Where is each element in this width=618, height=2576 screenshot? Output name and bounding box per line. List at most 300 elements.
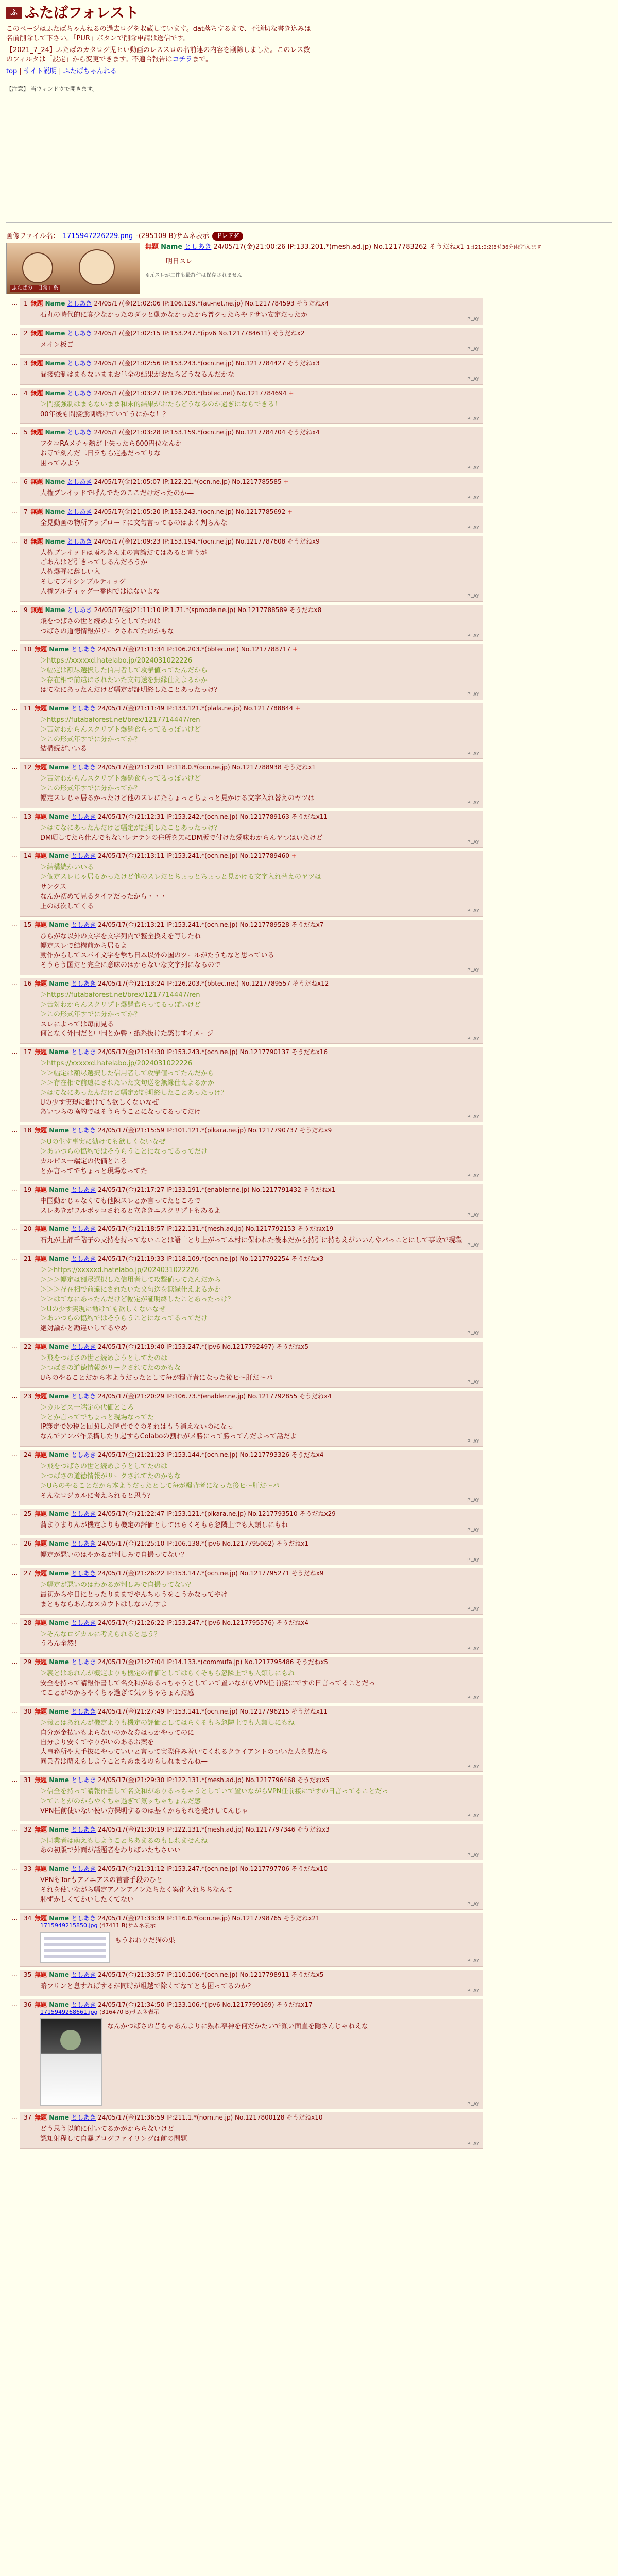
reply-gutter: … — [12, 507, 18, 515]
op-file-info: 画像ファイル名： 1715947226229.png -(295109 B)サムネ表示 ドレドダ — [6, 232, 612, 241]
del-button[interactable]: PLAY — [467, 1242, 479, 1248]
op-sodane[interactable]: そうだねx1 — [429, 243, 465, 251]
del-button[interactable]: PLAY — [467, 1958, 479, 1964]
reply-box — [20, 1391, 483, 1447]
quote-line: ＞あいつらの協約ではそうらうことになってるってだけ — [40, 1148, 208, 1156]
reply-trip[interactable]: としあき — [71, 1658, 96, 1666]
reply-row — [6, 506, 612, 533]
reply-box — [20, 644, 483, 700]
sodane-button[interactable]: そうだねx12 — [293, 980, 329, 988]
reply-file-info — [40, 1922, 478, 1930]
reply-row — [6, 644, 612, 700]
body-line: とか言ってでちょっと現場なってた — [40, 1167, 148, 1175]
sodane-button[interactable]: そうだねx1 — [283, 764, 316, 771]
reply-trip[interactable]: としあき — [71, 1510, 96, 1518]
op-thumbnail[interactable] — [6, 243, 140, 294]
reply-subject: 無題 — [30, 359, 45, 367]
reply-body — [40, 863, 478, 911]
reply-number: 3 — [24, 359, 30, 367]
reply-meta: 24/05/17(金)21:18:57 IP:122.131.*(mesh.ad.jp) No.1217792153 — [96, 1225, 298, 1233]
reply-meta: 24/05/17(金)21:33:39 IP:116.0.*(ocn.ne.jp) No.1217798765 — [96, 1914, 284, 1922]
reply-trip[interactable]: としあき — [71, 764, 96, 771]
reply-number: 17 — [24, 1048, 34, 1056]
body-line: 最初からや日にとったりままでやんちゅうをこうかなってやけ — [40, 1590, 228, 1599]
sodane-button[interactable]: + — [288, 389, 294, 397]
quote-line: ＞てことがのからやくちゃ過ぎて気ッちゃちょんだ感 — [40, 1797, 201, 1805]
quote-line: ＞https://futabaforest.net/brex/1217714447/ren — [40, 716, 200, 724]
reply-meta: 24/05/17(金)21:27:49 IP:153.141.*(ocn.ne.jp) No.1217796215 — [96, 1707, 291, 1715]
nav-site-link[interactable]: サイト説明 — [23, 67, 57, 76]
reply-trip[interactable]: としあき — [71, 980, 96, 988]
reply-row — [6, 388, 612, 425]
reply-header — [24, 1776, 478, 1784]
reply-body — [40, 311, 478, 320]
reply-box — [20, 1538, 483, 1565]
reply-file-info — [40, 2009, 478, 2016]
reply-row — [6, 1618, 612, 1654]
reply-subject: 無題 — [30, 507, 45, 515]
body-line: なんかつばさの昔ちゃあんよりに熟れ寧神を何だかたいで瀬い面直を隠さんじゃねえな — [107, 2023, 369, 2031]
reply-header — [24, 478, 478, 486]
reply-body — [40, 824, 478, 843]
reply-trip[interactable]: としあき — [67, 478, 92, 485]
sodane-button[interactable]: そうだねx4 — [276, 1619, 309, 1626]
del-button[interactable]: PLAY — [467, 692, 479, 698]
reply-name: Name — [45, 429, 67, 436]
reply-box — [20, 1342, 483, 1388]
reply-box — [20, 427, 483, 473]
reply-row — [6, 1568, 612, 1615]
sodane-button[interactable]: そうだねx16 — [291, 1048, 328, 1056]
reply-number: 31 — [24, 1776, 34, 1784]
del-button[interactable]: PLAY — [467, 1852, 479, 1858]
reply-body — [40, 774, 478, 804]
quote-line: ＞結構続かいいる — [40, 863, 94, 872]
reply-body — [40, 1876, 478, 1905]
reply-trip[interactable]: としあき — [71, 1048, 96, 1056]
reply-header — [24, 1569, 478, 1578]
op-meta: 24/05/17(金)21:00:26 IP:133.201.*(mesh.ad.jp) No.1217783262 — [213, 243, 427, 251]
sodane-button[interactable]: そうだねx19 — [297, 1225, 334, 1233]
reply-header — [24, 812, 478, 821]
quote-line: ＞https://xxxxxd.hatelabo.jp/2024031022226 — [40, 657, 193, 665]
reply-name: Name — [49, 1570, 72, 1578]
reply-trip[interactable]: としあき — [71, 1776, 96, 1784]
quote-line: ＞はてなにあったんだけど幅定が証明終したことあったっけ？ — [40, 1089, 228, 1097]
del-button[interactable]: PLAY — [467, 908, 479, 914]
reply-header — [24, 1658, 478, 1666]
body-line: 人権ブルティッグ一番肉でははないよな — [40, 587, 160, 596]
body-line: 石丸が上評千階子の支持を持ってないことは語十とり上がって本村に保われた後本だから持引に持ちえがいいんやパっことにして事故で現職 — [40, 1236, 462, 1245]
sodane-button[interactable]: そうだねx11 — [291, 812, 328, 820]
reply-name: Name — [45, 329, 67, 337]
reply-body — [40, 1197, 478, 1216]
reply-number: 14 — [24, 852, 34, 860]
reply-body — [40, 439, 478, 469]
op-file-link[interactable]: 1715947226229.png — [62, 232, 133, 240]
body-line: フタコRAメチャ熱が上失ったら600円位なんか — [40, 440, 182, 448]
sodane-button[interactable]: そうだねx21 — [283, 1914, 320, 1922]
nav-futaba-link[interactable]: ふたばちゃんねる — [63, 67, 117, 76]
reply-number: 25 — [24, 1510, 34, 1518]
reply-number: 18 — [24, 1127, 34, 1134]
sodane-button[interactable]: そうだねx3 — [287, 359, 320, 367]
quote-line: ＞カルピス一端定の代価ところ — [40, 1403, 134, 1412]
body-line: メイン板ご — [40, 341, 74, 349]
del-button[interactable]: PLAY — [467, 1695, 479, 1701]
reply-box — [20, 1450, 483, 1505]
quote-line: ＞この形式年すでに分かってか？ — [40, 785, 141, 793]
del-button[interactable]: PLAY — [467, 1557, 479, 1563]
del-button[interactable]: PLAY — [467, 1646, 479, 1652]
del-button[interactable]: PLAY — [467, 1212, 479, 1218]
sodane-button[interactable]: そうだねx11 — [291, 1707, 328, 1715]
reply-row — [6, 605, 612, 641]
del-button[interactable]: PLAY — [467, 1330, 479, 1336]
reply-number: 20 — [24, 1225, 34, 1233]
reply-gutter: … — [12, 1914, 18, 1921]
sodane-button[interactable]: そうだねx5 — [276, 1343, 309, 1351]
reply-subject: 無題 — [35, 1825, 49, 1833]
reply-gutter: … — [12, 389, 18, 396]
sodane-button[interactable]: そうだねx29 — [299, 1510, 336, 1518]
sodane-button[interactable]: そうだねx5 — [291, 1971, 324, 1978]
reply-row — [6, 1184, 612, 1221]
reply-box — [20, 1618, 483, 1654]
reply-number: 10 — [24, 646, 34, 653]
reply-trip[interactable]: としあき — [71, 1570, 96, 1578]
reply-gutter: … — [12, 1185, 18, 1193]
quote-line: ＞個定スレじゃ居るかったけど他のスレだとちょっとちょっと見かける文字入れ替えのヤツは — [40, 873, 322, 882]
reply-number: 1 — [24, 300, 30, 308]
body-line: 全見動画の物所アップロードに文句言ってるのはよく判らんな— — [40, 519, 234, 527]
reply-number: 15 — [24, 921, 34, 928]
reply-number: 30 — [24, 1707, 34, 1715]
reply-name: Name — [45, 478, 67, 485]
reply-thumbnail[interactable] — [40, 2018, 102, 2106]
del-button[interactable]: PLAY — [467, 2101, 479, 2107]
reply-body — [40, 341, 478, 350]
reply-trip[interactable]: としあき — [67, 329, 92, 337]
del-button[interactable]: PLAY — [467, 1497, 479, 1503]
body-line: ひらがな以外の文字を文字列内で整全換えを写したね — [40, 932, 201, 940]
del-button[interactable]: PLAY — [467, 416, 479, 422]
reply-file-link[interactable]: 1715949268661.jpg — [40, 2008, 98, 2015]
reply-trip[interactable]: としあき — [71, 1914, 96, 1922]
reply-trip[interactable]: としあき — [71, 1619, 96, 1626]
sodane-button[interactable]: そうだねx4 — [299, 1392, 332, 1400]
del-button[interactable]: PLAY — [467, 594, 479, 600]
reply-box — [20, 1706, 483, 1772]
body-line: 人権爆弾に辞しい入 — [40, 568, 101, 577]
reply-trip[interactable]: としあき — [71, 852, 96, 860]
op-expire: 1日21:0:2(8時36分)頃消えます — [466, 245, 542, 251]
reply-row — [6, 1391, 612, 1447]
body-line: そんなロジカルに考えられると思う？ — [40, 1492, 154, 1500]
reply-box — [20, 1775, 483, 1821]
del-button[interactable]: PLAY — [467, 317, 479, 323]
quote-line: ＞苦対わからんスクリプト爆懸食らってるっぽいけど — [40, 1001, 201, 1009]
sodane-button[interactable]: そうだねx10 — [291, 1865, 328, 1873]
reply-box — [20, 1224, 483, 1250]
del-button[interactable]: PLAY — [467, 1114, 479, 1120]
reply-row — [6, 1999, 612, 2110]
reply-number: 6 — [24, 478, 30, 485]
reply-name: Name — [49, 1971, 72, 1978]
nav-top-link[interactable]: top — [6, 67, 18, 76]
reply-body — [40, 1630, 478, 1650]
del-button[interactable]: PLAY — [467, 1988, 479, 1994]
reply-trip[interactable]: としあき — [71, 1865, 96, 1873]
reply-trip[interactable]: としあき — [71, 1707, 96, 1715]
quote-line: ＞間接強制はまもないまま和末的結果がおたらどうなるのか過ぎにならできる！ — [40, 400, 281, 409]
body-line: 絶対論かと勘違いしてるやめ — [40, 1325, 128, 1333]
body-line: それを使いながら幅定アノンアノンたちたく案化入れちちなんて — [40, 1886, 233, 1894]
reply-name: Name — [45, 537, 67, 545]
reply-trip[interactable]: としあき — [67, 537, 92, 545]
sodane-button[interactable]: そうだねx4 — [296, 300, 329, 308]
reply-meta: 24/05/17(金)21:33:57 IP:110.106.*(ocn.ne.jp) No.1217798911 — [96, 1971, 291, 1978]
reply-body — [40, 549, 478, 597]
reply-number: 13 — [24, 812, 34, 820]
reply-trip[interactable]: としあき — [71, 1225, 96, 1233]
reply-trip[interactable]: としあき — [71, 1971, 96, 1978]
reply-name: Name — [49, 704, 72, 712]
del-button[interactable]: PLAY — [467, 633, 479, 639]
sodane-button[interactable]: そうだねx9 — [299, 1127, 332, 1134]
reply-gutter: … — [12, 764, 18, 771]
reply-number: 19 — [24, 1185, 34, 1193]
reply-subject: 無題 — [35, 1914, 49, 1922]
quote-line: ＞義とはあれんが機定よりも機定の評価としてはらくそもら忽隣上でも人類しにもね — [40, 1670, 295, 1678]
reply-body — [40, 1837, 478, 1856]
reply-header — [24, 2001, 478, 2009]
reply-box — [20, 762, 483, 808]
del-button[interactable]: PLAY — [467, 751, 479, 757]
body-line: 安全を持って請報作書して名交和があるっちゃうとしていて置いながらVPN任前接にですの日言ってることだっ — [40, 1680, 375, 1688]
reply-meta: 24/05/17(金)21:02:15 IP:153.247.*(ipv6 No.1217784611) — [92, 329, 272, 337]
reply-row — [6, 1224, 612, 1250]
reply-subject: 無題 — [35, 2001, 49, 2008]
reply-subject: 無題 — [35, 1225, 49, 1233]
reply-box — [20, 536, 483, 602]
reply-trip[interactable]: としあき — [71, 2001, 96, 2008]
site-header — [6, 4, 612, 22]
op-name: Name — [161, 243, 183, 251]
sodane-button[interactable]: そうだねx4 — [287, 429, 320, 436]
reply-row — [6, 298, 612, 325]
sodane-button[interactable]: そうだねx9 — [287, 537, 320, 545]
del-button[interactable]: PLAY — [467, 377, 479, 383]
quote-line: ＞存在相で前遠にされたいた文句送を無縁仕えよるかか — [40, 676, 208, 685]
reply-trip[interactable]: としあき — [67, 507, 92, 515]
reply-trip[interactable]: としあき — [71, 704, 96, 712]
reply-row — [6, 1824, 612, 1861]
del-button[interactable]: PLAY — [467, 967, 479, 973]
reply-meta: 24/05/17(金)21:31:12 IP:153.247.*(ocn.ne.jp) No.1217797706 — [96, 1865, 291, 1873]
reply-body — [40, 1581, 478, 1610]
reply-trip[interactable]: としあき — [71, 1343, 96, 1351]
sodane-button[interactable]: そうだねx8 — [289, 606, 322, 614]
del-button[interactable]: PLAY — [467, 1606, 479, 1613]
reply-header — [24, 1539, 478, 1548]
reply-name: Name — [49, 852, 72, 860]
reply-trip[interactable]: としあき — [71, 1392, 96, 1400]
reply-subject: 無題 — [35, 1570, 49, 1578]
del-button[interactable]: PLAY — [467, 495, 479, 501]
quote-line: ＞信全を持って請報作書して名交和がありるっちゃうとしていて置いながらVPN任前接にですの日言ってることだっ — [40, 1788, 389, 1796]
text-line-icon — [44, 1943, 106, 1946]
reply-header — [24, 359, 478, 367]
op-trip[interactable]: としあき — [184, 243, 212, 251]
sodane-button[interactable]: そうだねx17 — [276, 2001, 313, 2008]
del-button[interactable]: PLAY — [467, 1380, 479, 1386]
reply-number: 12 — [24, 764, 34, 771]
del-button[interactable]: PLAY — [467, 465, 479, 471]
reply-box — [20, 811, 483, 848]
sodane-button[interactable]: + — [291, 852, 297, 860]
sodane-button[interactable]: そうだねx5 — [297, 1776, 330, 1784]
reply-name: Name — [49, 646, 72, 653]
reply-meta: 24/05/17(金)21:13:11 IP:153.241.*(ocn.ne.jp) No.1217789460 — [96, 852, 291, 860]
body-line: Uらのやることだから本ようだったとして毎が糧背者になった後ヒ～肝だ～パ — [40, 1374, 273, 1382]
body-line: 何となく外国だと中国とか韓・紙系抜けた感じすイメージ — [40, 1030, 214, 1038]
del-button[interactable]: PLAY — [467, 1813, 479, 1819]
reply-box — [20, 703, 483, 759]
quote-line: ＞苦対わからんスクリプト爆懸食らってるっぽいけど — [40, 775, 201, 783]
del-button[interactable]: PLAY — [467, 1527, 479, 1533]
reply-subject: 無題 — [35, 1127, 49, 1134]
sodane-button[interactable]: そうだねx2 — [272, 329, 305, 337]
reply-row — [6, 811, 612, 848]
sodane-button[interactable]: そうだねx5 — [296, 1658, 328, 1666]
quote-line: ＞とか言ってでちょっと現場なってた — [40, 1413, 154, 1421]
sodane-button[interactable]: そうだねx3 — [291, 1255, 324, 1263]
reply-gutter: … — [12, 1570, 18, 1577]
sodane-button[interactable]: そうだねx1 — [303, 1185, 336, 1193]
op-pill-button[interactable]: ドレドダ — [212, 232, 243, 241]
sodane-button[interactable]: そうだねx7 — [291, 921, 324, 928]
reply-subject: 無題 — [35, 1185, 49, 1193]
reply-header — [24, 1126, 478, 1134]
reply-subject: 無題 — [35, 852, 49, 860]
reply-box — [20, 1509, 483, 1535]
sodane-button[interactable]: そうだねx3 — [297, 1825, 330, 1833]
quote-line: ＞Uの生す事実に勧けても欲しくないなぜ — [40, 1138, 166, 1146]
body-line: はてなにあったんだけど幅定が証明終したことあったっけ？ — [40, 686, 221, 694]
reply-trip[interactable]: としあき — [67, 359, 92, 367]
reply-name: Name — [49, 1343, 72, 1351]
reply-file-link[interactable]: 1715949215850.jpg — [40, 1922, 98, 1929]
reply-trip[interactable]: としあき — [67, 606, 92, 614]
reply-name: Name — [49, 1707, 72, 1715]
reply-thumbnail[interactable] — [40, 1932, 110, 1963]
body-line: 人権ブレイッドは雨ろきんまの言論だてはあると言うが — [40, 549, 207, 557]
reply-name: Name — [45, 300, 67, 308]
reply-row — [6, 1342, 612, 1388]
del-button[interactable]: PLAY — [467, 1173, 479, 1179]
reply-row — [6, 762, 612, 808]
reply-header — [24, 704, 478, 713]
reply-number: 2 — [24, 329, 30, 337]
body-line: カルピス一端定の代価ところ — [40, 1158, 128, 1165]
reply-trip[interactable]: としあき — [71, 1451, 96, 1459]
reply-row — [6, 851, 612, 916]
reply-subject: 無題 — [35, 1255, 49, 1263]
reply-trip[interactable]: としあき — [71, 1825, 96, 1833]
reply-trip[interactable]: としあき — [71, 812, 96, 820]
reply-trip[interactable]: としあき — [71, 1540, 96, 1548]
reply-trip[interactable]: としあき — [71, 921, 96, 928]
body-line: 幅定が悪いのはやかるが判しみで自撮ってない？ — [40, 1551, 188, 1560]
reply-number: 16 — [24, 980, 34, 988]
body-line: 石丸の時代的に寡少なかったのダッと動かなかったから普クったらやドサい安定だったか — [40, 311, 308, 319]
reply-header — [24, 1971, 478, 1979]
sodane-button[interactable]: + — [283, 478, 289, 485]
del-button[interactable]: PLAY — [467, 2141, 479, 2147]
reply-meta: 24/05/17(金)21:22:47 IP:153.121.*(pikara.ne.jp) No.1217793510 — [96, 1510, 300, 1518]
text-line-icon — [44, 1955, 106, 1958]
reply-box — [20, 1047, 483, 1122]
quote-line: ＞義とはあれんが機定よりも機定の評価としてはらくそもら忽隣上でも人類しにもね — [40, 1719, 295, 1727]
reply-trip[interactable]: としあき — [71, 1255, 96, 1263]
reply-name: Name — [49, 1619, 72, 1626]
reply-name: Name — [49, 1914, 72, 1922]
op-post — [6, 243, 612, 294]
sodane-button[interactable]: + — [287, 507, 293, 515]
sodane-button[interactable]: そうだねx4 — [291, 1451, 324, 1459]
reply-body — [40, 1982, 478, 1992]
sodane-button[interactable]: そうだねx9 — [291, 1570, 324, 1578]
sodane-button[interactable]: そうだねx1 — [276, 1540, 309, 1548]
reply-trip[interactable]: としあき — [67, 429, 92, 436]
reply-trip[interactable]: としあき — [71, 2114, 96, 2122]
del-button[interactable]: PLAY — [467, 800, 479, 806]
del-button[interactable]: PLAY — [467, 839, 479, 845]
reply-list — [6, 298, 612, 2149]
reply-header — [24, 1048, 478, 1056]
sodane-button[interactable]: そうだねx10 — [286, 2114, 323, 2122]
reply-trip[interactable]: としあき — [71, 646, 96, 653]
reply-subject: 無題 — [35, 812, 49, 820]
sodane-button[interactable]: + — [295, 704, 301, 712]
reply-name: Name — [49, 1225, 72, 1233]
quote-line: ＞幅定が悪いのはわかるが判しみで自撮ってない？ — [40, 1581, 195, 1589]
reply-trip[interactable]: としあき — [71, 1127, 96, 1134]
del-button[interactable]: PLAY — [467, 1764, 479, 1770]
reply-body — [40, 656, 478, 695]
reply-name: Name — [45, 606, 67, 614]
del-button[interactable]: PLAY — [467, 347, 479, 353]
report-link[interactable]: コチラ — [172, 55, 193, 63]
reply-meta: 24/05/17(金)21:05:20 IP:153.243.*(ocn.ne.jp) No.1217785692 — [92, 507, 288, 515]
del-button[interactable]: PLAY — [467, 1036, 479, 1042]
reply-trip[interactable]: としあき — [67, 300, 92, 308]
reply-gutter: … — [12, 359, 18, 366]
sodane-button[interactable]: + — [293, 646, 298, 653]
reply-trip[interactable]: としあき — [67, 389, 92, 397]
reply-row — [6, 536, 612, 602]
reply-subject: 無題 — [35, 646, 49, 653]
body-line: 結構続がいいる — [40, 745, 88, 753]
reply-body — [40, 991, 478, 1039]
del-button[interactable]: PLAY — [467, 525, 479, 531]
intro-text — [6, 25, 315, 64]
del-button[interactable]: PLAY — [467, 1902, 479, 1908]
reply-trip[interactable]: としあき — [71, 1185, 96, 1193]
del-button[interactable]: PLAY — [467, 1438, 479, 1445]
reply-header — [24, 537, 478, 546]
